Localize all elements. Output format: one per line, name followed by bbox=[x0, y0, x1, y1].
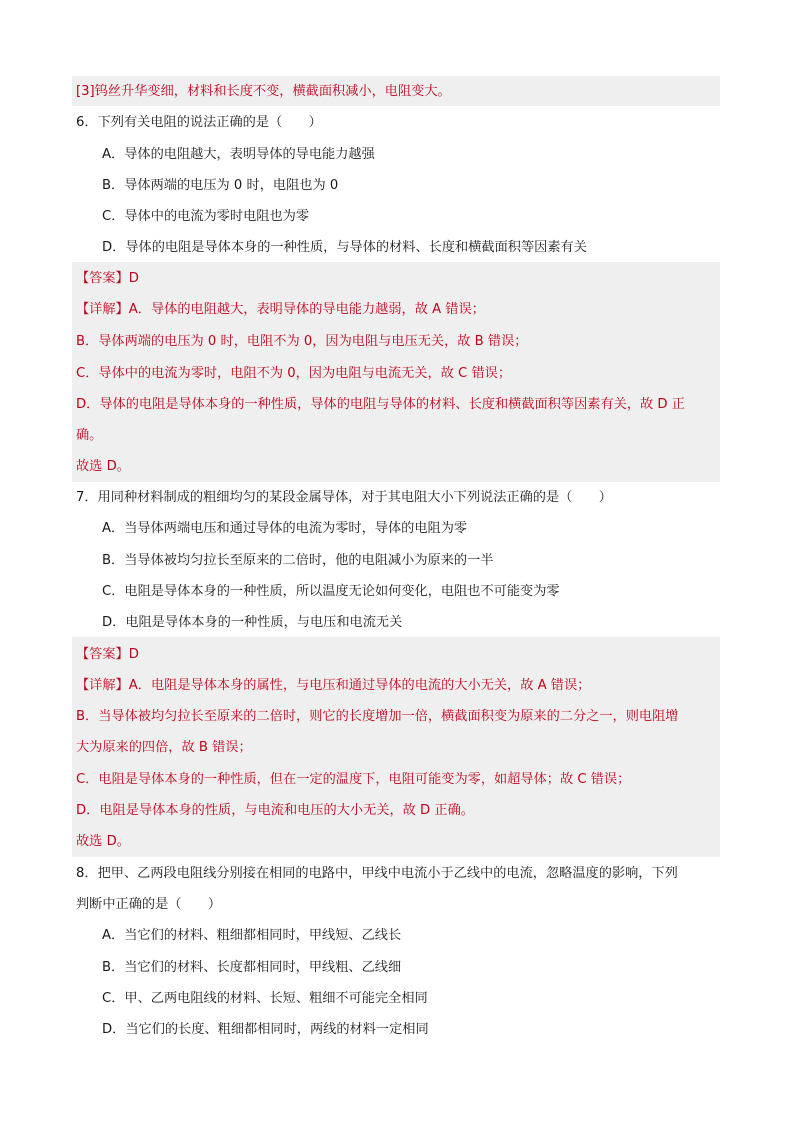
question-6-answer: 【答案】D bbox=[76, 271, 139, 286]
question-7-analysis-line: B．当导体被均匀拉长至原来的二倍时，则它的长度增加一倍，横截面积变为原来的二分之一，则电阻增 bbox=[76, 709, 679, 724]
question-6-option-b: B．导体两端的电压为 0 时，电阻也为 0 bbox=[102, 178, 339, 193]
question-7-option-a: A．当导体两端电压和通过导体的电流为零时，导体的电阻为零 bbox=[102, 521, 468, 536]
question-7-analysis-line: 故选 D。 bbox=[76, 834, 130, 849]
question-7-analysis-line: C．电阻是导体本身的一种性质，但在一定的温度下，电阻可能变为零，如超导体；故 C 错误； bbox=[76, 772, 631, 787]
question-6-option-d: D．导体的电阻是导体本身的一种性质，与导体的材料、长度和横截面积等因素有关 bbox=[102, 240, 587, 255]
question-6-analysis-line: 故选 D。 bbox=[76, 459, 130, 474]
question-7-answer: 【答案】D bbox=[76, 647, 139, 662]
question-7-analysis-line: 大为原来的四倍，故 B 错误； bbox=[76, 740, 252, 755]
question-7-analysis-line: 【详解】A．电阻是导体本身的属性，与电压和通过导体的电流的大小无关，故 A 错误； bbox=[76, 678, 591, 693]
question-6-analysis-line: 【详解】A．导体的电阻越大，表明导体的导电能力越弱，故 A 错误； bbox=[76, 302, 485, 317]
previous-answer-note: [3]钨丝升华变细，材料和长度不变，横截面积减小，电阻变大。 bbox=[76, 84, 451, 99]
question-8-stem-line: 判断中正确的是（ ） bbox=[76, 897, 222, 912]
question-7-option-c: C．电阻是导体本身的一种性质，所以温度无论如何变化，电阻也不可能变为零 bbox=[102, 584, 560, 599]
question-8-option-d: D．当它们的长度、粗细都相同时，两线的材料一定相同 bbox=[102, 1022, 429, 1037]
question-8-option-a: A．当它们的材料、粗细都相同时，甲线短、乙线长 bbox=[102, 928, 402, 943]
question-8-option-b: B．当它们的材料、长度都相同时，甲线粗、乙线细 bbox=[102, 960, 402, 975]
question-6-option-a: A．导体的电阻越大，表明导体的导电能力越强 bbox=[102, 147, 375, 162]
question-6-analysis-line: 确。 bbox=[76, 428, 103, 443]
question-7-stem: 7．用同种材料制成的粗细均匀的某段金属导体，对于其电阻大小下列说法正确的是（ ） bbox=[76, 490, 612, 505]
question-6-option-c: C．导体中的电流为零时电阻也为零 bbox=[102, 209, 310, 224]
question-6-analysis-line: C．导体中的电流为零时，电阻不为 0，因为电阻与电流无关，故 C 错误； bbox=[76, 366, 512, 381]
question-6-analysis-line: D．导体的电阻是导体本身的一种性质，导体的电阻与导体的材料、长度和横截面积等因素有关，故 D 正 bbox=[76, 397, 685, 412]
question-7-option-b: B．当导体被均匀拉长至原来的二倍时，他的电阻减小为原来的一半 bbox=[102, 553, 494, 568]
question-8-stem-line: 8．把甲、乙两段电阻线分别接在相同的电路中，甲线中电流小于乙线中的电流，忽略温度的影响，下列 bbox=[76, 866, 678, 881]
question-7-analysis-line: D．电阻是导体本身的性质，与电流和电压的大小无关，故 D 正确。 bbox=[76, 803, 474, 818]
question-7-option-d: D．电阻是导体本身的一种性质，与电压和电流无关 bbox=[102, 615, 403, 630]
question-6-stem: 6．下列有关电阻的说法正确的是（ ） bbox=[76, 115, 322, 130]
question-8-option-c: C．甲、乙两电阻线的材料、长短、粗细不可能完全相同 bbox=[102, 991, 428, 1006]
question-6-analysis-line: B．导体两端的电压为 0 时，电阻不为 0，因为电阻与电压无关，故 B 错误； bbox=[76, 334, 528, 349]
